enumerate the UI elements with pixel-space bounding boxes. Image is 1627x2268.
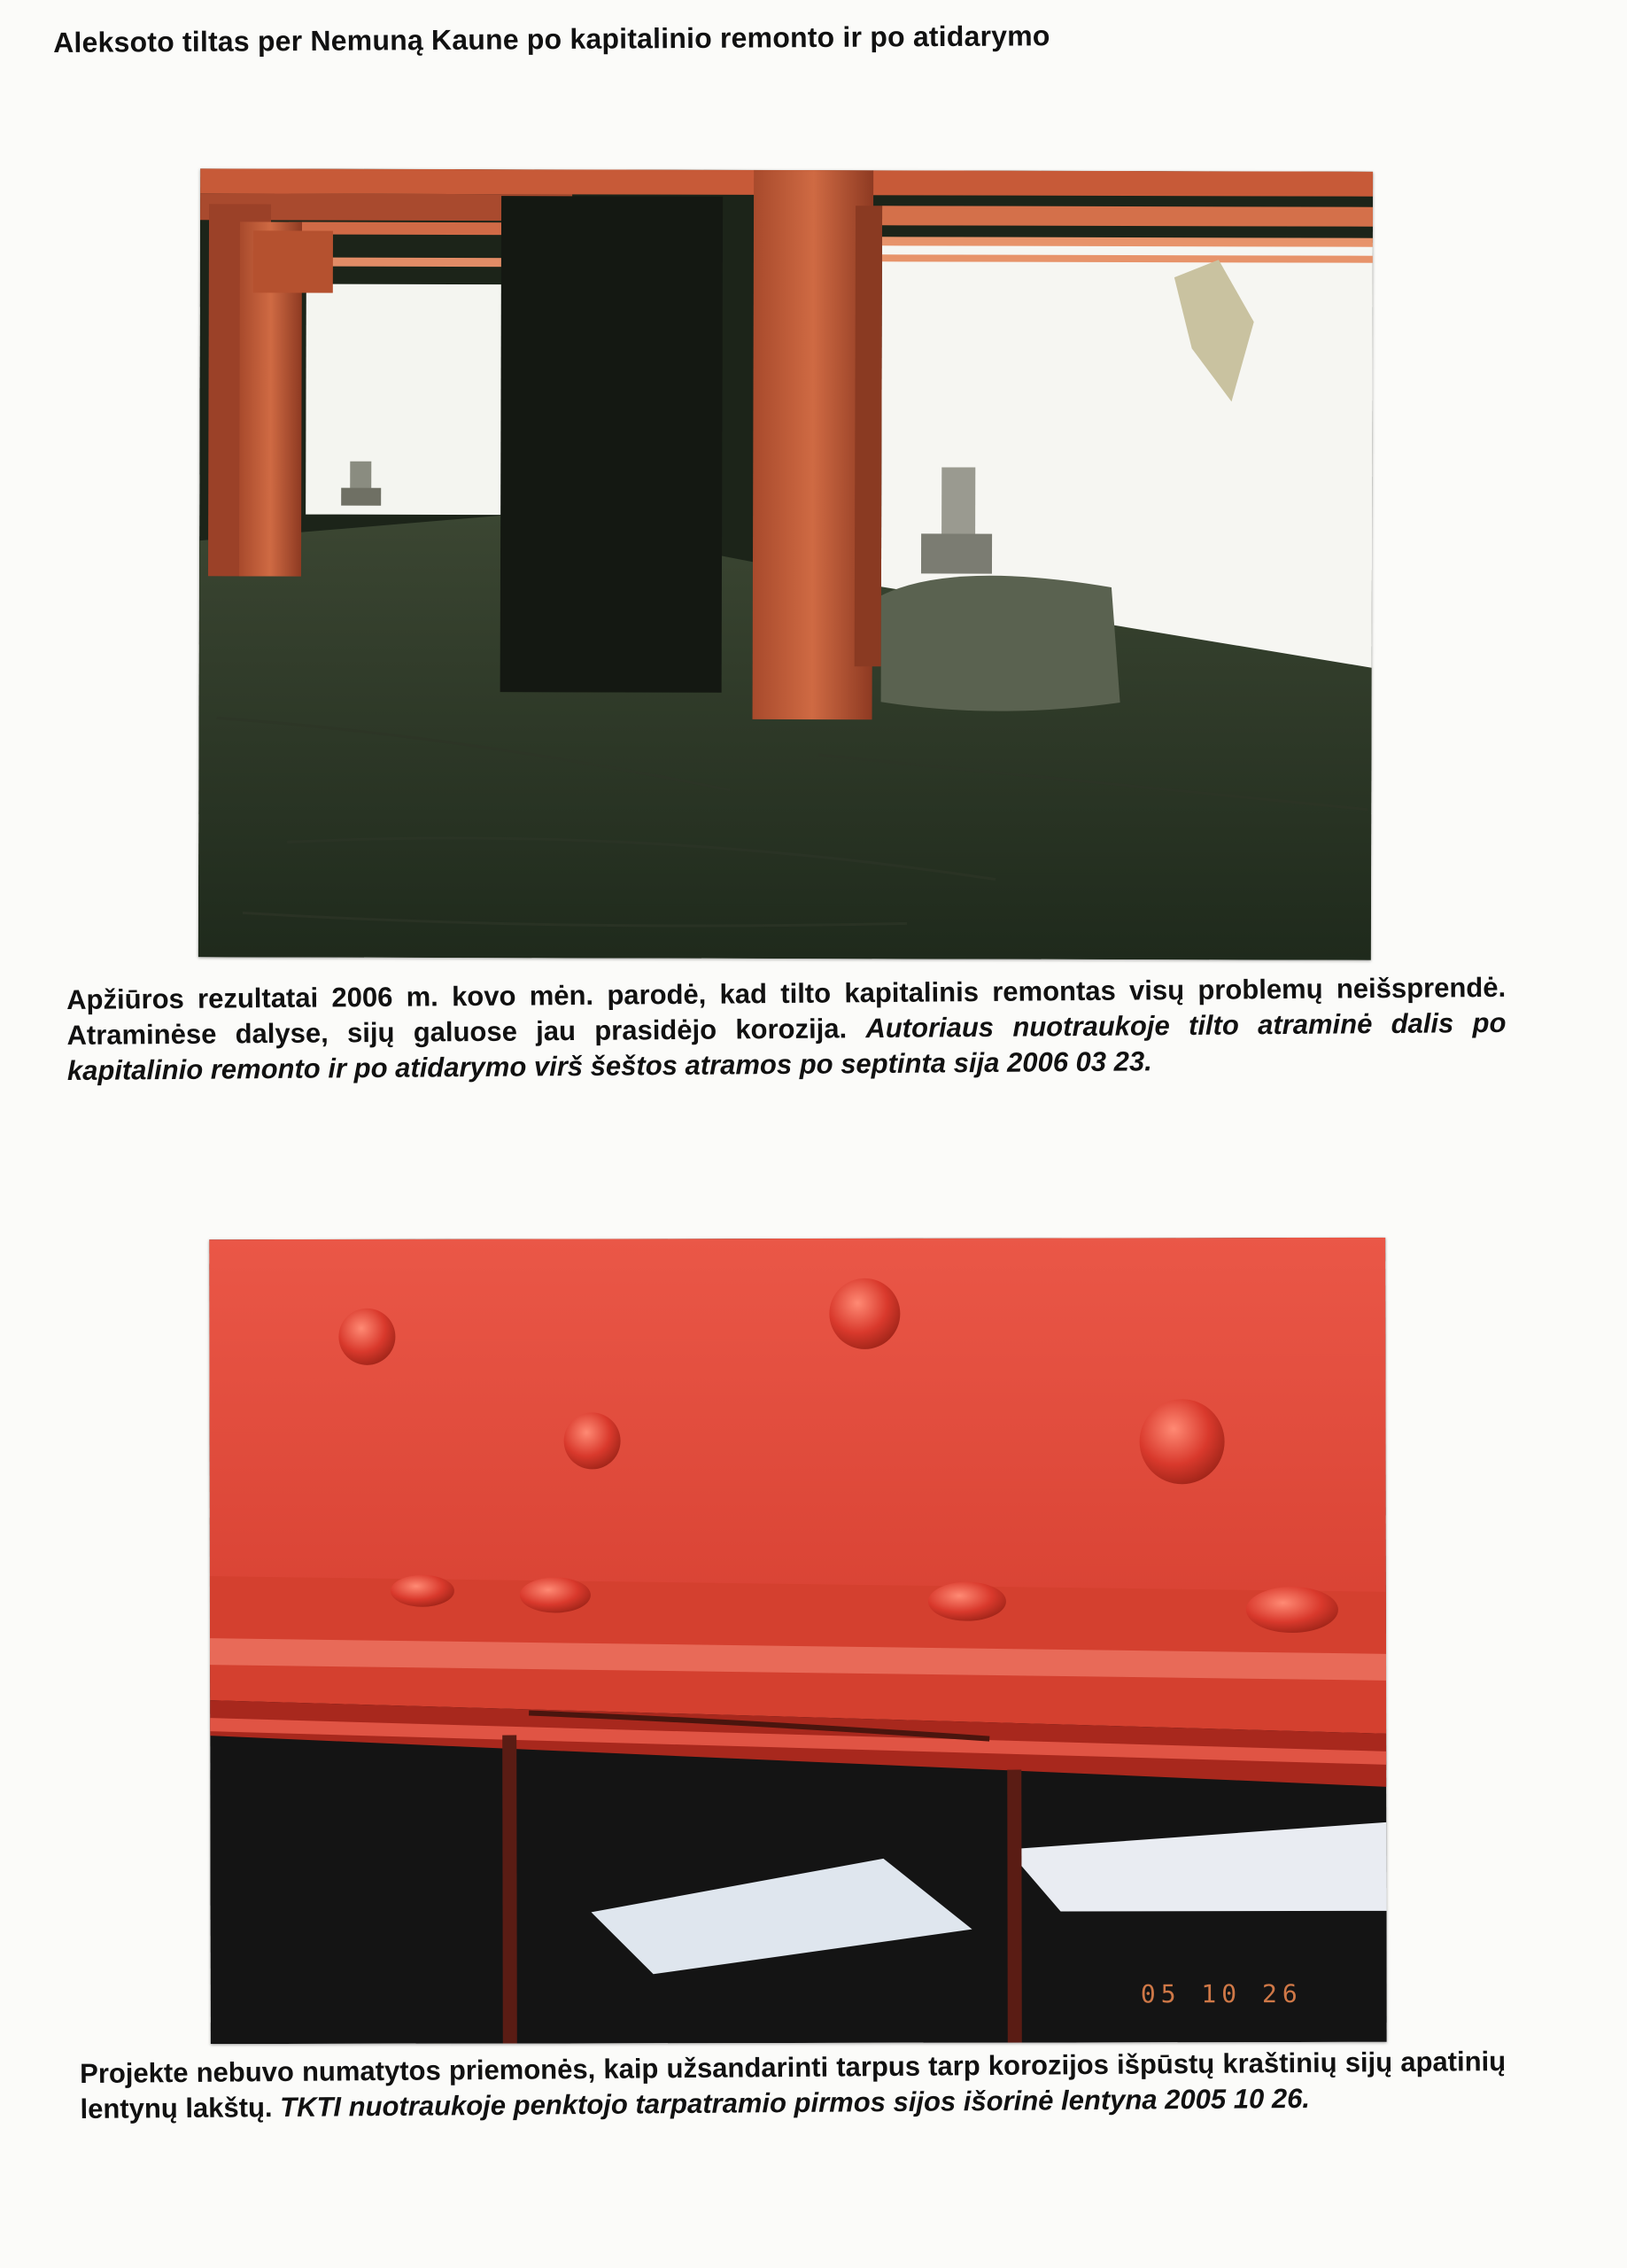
caption-1-italic: Autoriaus nuotraukoje tilto atraminė dalis po kapitalinio remonto ir po atidarymo virš šeštos atramos po septinta sija 2006 03 23. — [66, 1006, 1507, 1086]
bridge-bearing-image — [198, 168, 1373, 959]
caption-2-text: Projekte nebuvo numatytos priemonės, kaip užsandarinti tarpus tarp korozijos išpūstų kraštinių sijų apatinių lentynų lakštų. — [80, 2045, 1507, 2124]
photo-date-stamp: 05 10 26 — [1140, 1979, 1303, 2009]
photo-caption-1 — [66, 970, 1507, 1089]
girder-flange-image — [209, 1238, 1387, 2044]
page-title: Aleksoto tiltas per Nemuną Kaune po kapitalinio remonto ir po atidarymo — [53, 19, 1050, 58]
caption-2-italic: TKTI nuotraukoje penktojo tarpatramio pirmos sijos išorinė lentyna 2005 10 26. — [280, 2082, 1311, 2124]
bridge-bearing-photo — [198, 168, 1373, 959]
caption-1-text: Apžiūros rezultatai 2006 m. kovo mėn. parodė, kad tilto kapitalinis remontas visų problemų neišsprendė. Atraminėse dalyse, sijų galuose jau prasidėjo korozija. — [66, 971, 1507, 1051]
girder-flange-photo — [209, 1238, 1387, 2044]
photo-caption-2 — [80, 2044, 1507, 2127]
